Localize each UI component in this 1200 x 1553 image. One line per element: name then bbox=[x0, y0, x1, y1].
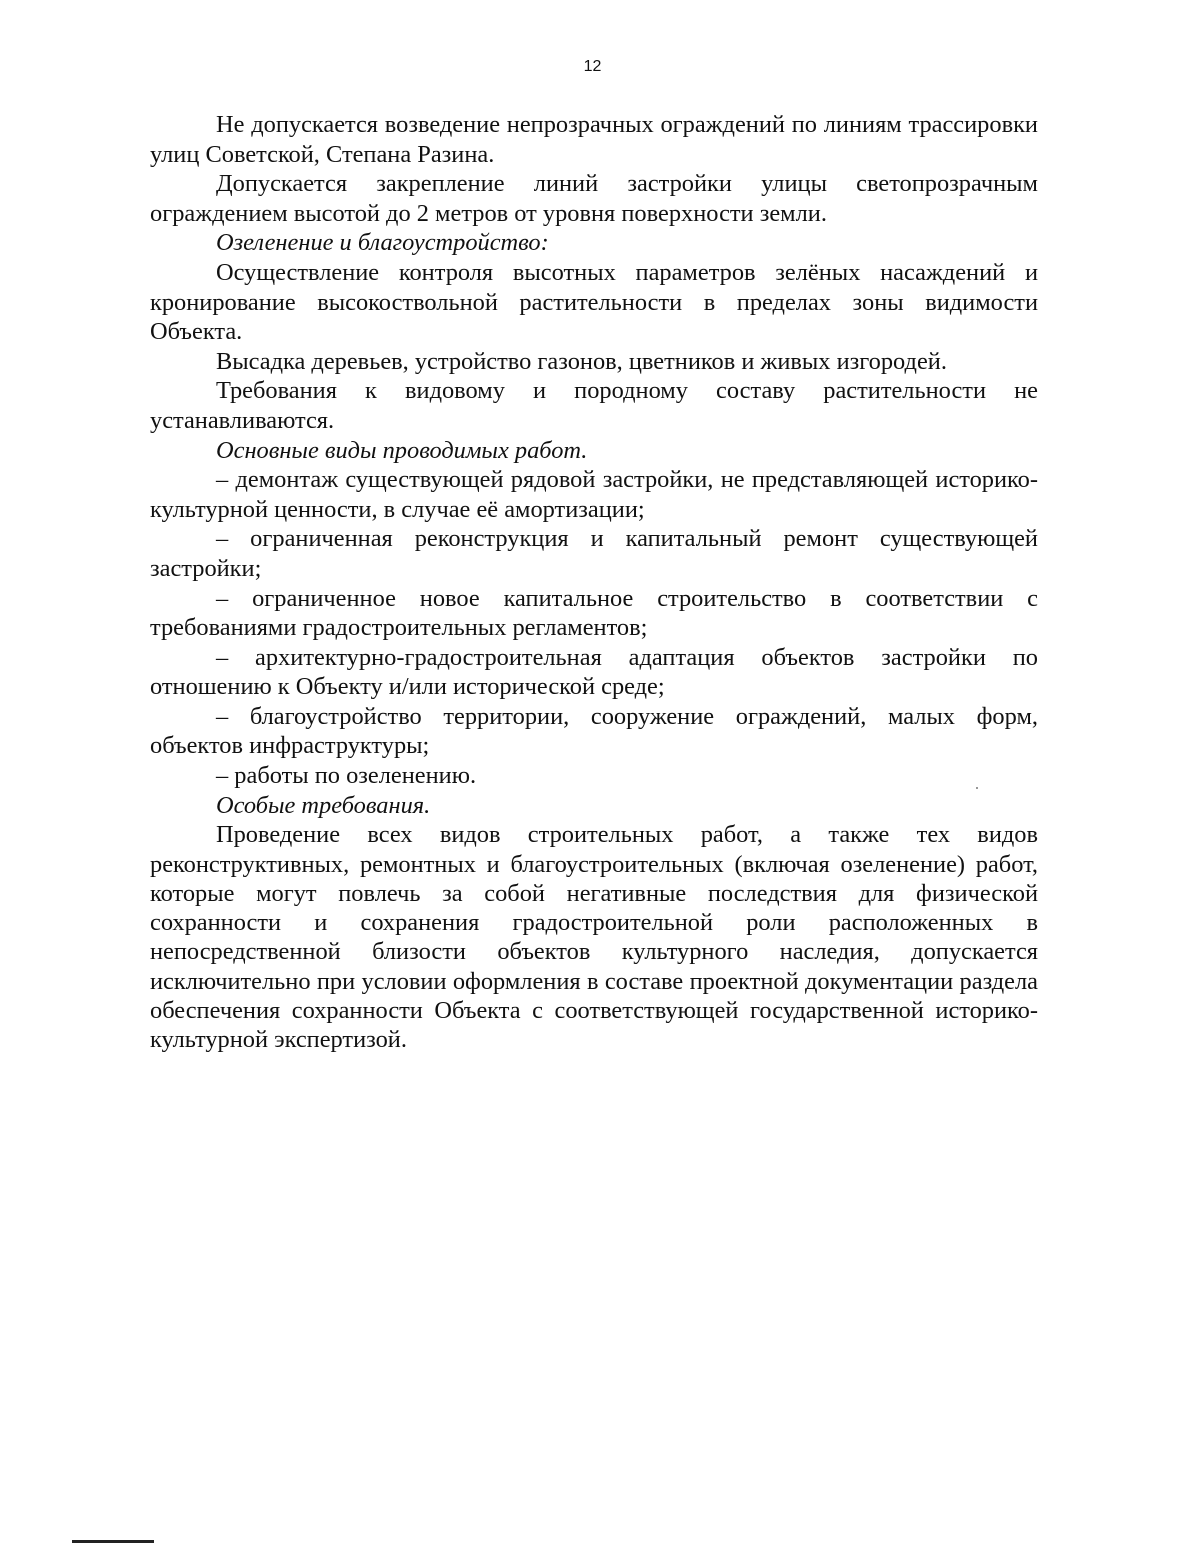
list-item-greening: – работы по озеленению. bbox=[216, 762, 477, 790]
scan-edge-mark bbox=[72, 1540, 154, 1543]
paragraph-special-requirements: Проведение всех видов строительных работ, а также тех видов реконструктивных, ремонтных и благоустроительных (включая озеленение) работ, которые могут повлечь за собой негативные последствия для физической сохранности и сохранения градостроительной роли расположенных в непосредственной близости объектов культурного наследия, допускается исключительно при условии оформления в составе проектной документации раздела обеспечения сохранности Объекта с соответствующей государственной историко-культурной экспертизой. bbox=[150, 821, 1038, 1054]
page-number: 12 bbox=[583, 58, 602, 75]
list-item-improvement: – благоустройство территории, сооружение ограждений, малых форм, объектов инфраструктуры; bbox=[150, 702, 1038, 760]
paragraph-transparent-fence: Допускается закрепление линий застройки улицы светопрозрачным ограждением высотой до 2 метров от уровня поверхности земли. bbox=[150, 170, 1038, 227]
paragraph-vegetation-requirements: Требования к видовому и породному составу растительности не устанавливаются. bbox=[150, 377, 1038, 434]
paragraph-planting: Высадка деревьев, устройство газонов, цветников и живых изгородей. bbox=[216, 347, 947, 375]
list-item-demolition: – демонтаж существующей рядовой застройки, не представляющей историко-культурной ценности, в случае её амортизации; bbox=[150, 466, 1038, 523]
paragraph-opaque-fences: Не допускается возведение непрозрачных ограждений по линиям трассировки улиц Советской, Степана Разина. bbox=[150, 111, 1038, 168]
section-heading-special-requirements: Особые требования. bbox=[216, 791, 431, 819]
paragraph-greenery-control: Осуществление контроля высотных параметров зелёных насаждений и кронирование высокоствольной растительности в пределах зоны видимости Объекта. bbox=[150, 258, 1038, 346]
scan-speck bbox=[976, 787, 978, 789]
section-heading-main-works: Основные виды проводимых работ. bbox=[216, 436, 588, 464]
list-item-adaptation: – архитектурно-градостроительная адаптация объектов застройки по отношению к Объекту и/или исторической среде; bbox=[150, 643, 1038, 701]
section-heading-landscaping: Озеленение и благоустройство: bbox=[216, 229, 549, 257]
list-item-new-construction: – ограниченное новое капитальное строительство в соответствии с требованиями градостроительных регламентов; bbox=[150, 584, 1038, 642]
document-body bbox=[150, 110, 1038, 1055]
list-item-reconstruction: – ограниченная реконструкция и капитальный ремонт существующей застройки; bbox=[150, 525, 1038, 582]
